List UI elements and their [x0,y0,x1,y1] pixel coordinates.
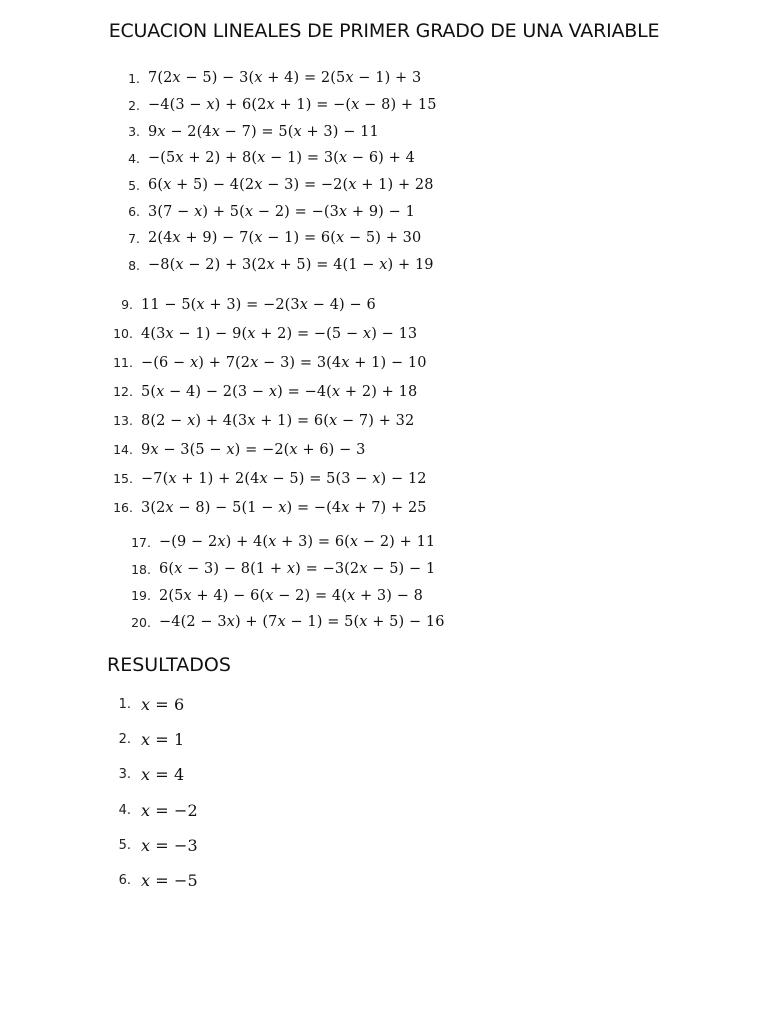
equation-item [100,377,427,406]
equation-item [100,464,427,493]
equation-item-number: 13. [113,413,133,428]
equation-item-expression: −(5x + 2) + 8(x − 1) = 3(x − 6) + 4 [148,150,415,167]
equation-item-number: 11. [113,355,133,370]
equation-item-number: 15. [113,471,133,486]
equation-item-expression: 4(3x − 1) − 9(x + 2) = −(5 − x) − 13 [141,325,418,342]
equation-item [112,145,437,172]
result-item [104,722,198,757]
equation-item-expression: −(6 − x) + 7(2x − 3) = 3(4x + 1) − 10 [141,354,427,371]
equation-item [115,529,445,556]
result-item-expression: x = −3 [141,835,198,855]
result-item-number: 5. [118,837,131,853]
equation-item [112,118,437,145]
result-item-number: 3. [118,767,131,783]
result-item-expression: x = 1 [141,730,185,750]
equation-item [112,198,437,225]
page-title: ECUACION LINEALES DE PRIMER GRADO DE UNA VARIABLE [108,20,660,42]
equation-item-number: 14. [113,442,133,457]
equation-item [112,225,437,252]
equation-item-expression: −(9 − 2x) + 4(x + 3) = 6(x − 2) + 11 [159,534,436,551]
equation-item [115,582,445,609]
result-item [104,793,198,828]
equation-item [112,172,437,199]
equation-item [100,493,427,522]
equation-item-number: 2. [128,97,140,113]
equation-item-number: 18. [131,561,151,577]
equation-item-expression: 5(x − 4) − 2(3 − x) = −4(x + 2) + 18 [141,383,418,400]
equation-item-expression: −8(x − 2) + 3(2x + 5) = 4(1 − x) + 19 [148,257,434,274]
equation-item [100,406,427,435]
result-item-number: 4. [118,802,131,818]
equation-item-number: 20. [131,614,151,630]
equation-item [100,290,427,319]
equation-item [115,556,445,583]
equation-item-number: 9. [121,297,133,312]
equation-item [100,435,427,464]
result-item [104,863,198,898]
equation-item-expression: 2(5x + 4) − 6(x − 2) = 4(x + 3) − 8 [159,587,424,604]
equation-item-number: 1. [128,70,140,86]
equation-item-number: 7. [128,230,140,246]
equation-item-expression: −4(3 − x) + 6(2x + 1) = −(x − 8) + 15 [148,97,437,114]
equation-item-expression: 6(x + 5) − 4(2x − 3) = −2(x + 1) + 28 [148,177,434,194]
result-item [104,687,198,722]
result-item [104,757,198,792]
result-item-number: 6. [118,873,131,889]
equation-item-expression: −4(2 − 3x) + (7x − 1) = 5(x + 5) − 16 [159,614,445,631]
equation-item-number: 3. [128,124,140,140]
equation-item [112,252,437,279]
equation-item [100,319,427,348]
equation-item-expression: 2(4x + 9) − 7(x − 1) = 6(x − 5) + 30 [148,230,422,247]
equation-item [100,348,427,377]
equation-item-expression: 6(x − 3) − 8(1 + x) = −3(2x − 5) − 1 [159,561,436,578]
equation-item-expression: 7(2x − 5) − 3(x + 4) = 2(5x − 1) + 3 [148,70,422,87]
equation-item-number: 19. [131,588,151,604]
equation-item-number: 12. [113,384,133,399]
equation-item-expression: −7(x + 1) + 2(4x − 5) = 5(3 − x) − 12 [141,470,427,487]
equation-item [112,92,437,119]
result-item-expression: x = 6 [141,695,185,715]
equation-item-number: 5. [128,177,140,193]
equation-list-1 [112,65,437,279]
results-list [104,687,198,898]
results-heading: RESULTADOS [107,654,231,676]
result-item-number: 2. [118,732,131,748]
result-item-expression: x = 4 [141,765,185,785]
equation-item-expression: 11 − 5(x + 3) = −2(3x − 4) − 6 [141,296,376,313]
equation-item-expression: 8(2 − x) + 4(3x + 1) = 6(x − 7) + 32 [141,412,415,429]
equation-item-expression: 3(7 − x) + 5(x − 2) = −(3x + 9) − 1 [148,203,415,220]
result-item [104,828,198,863]
equation-item-number: 8. [128,257,140,273]
equation-list-2 [100,290,427,522]
result-item-number: 1. [118,697,131,713]
equation-list-3 [115,529,445,636]
equation-item-expression: 3(2x − 8) − 5(1 − x) = −(4x + 7) + 25 [141,499,427,516]
equation-item-expression: 9x − 2(4x − 7) = 5(x + 3) − 11 [148,123,379,140]
equation-item-number: 16. [113,500,133,515]
equation-item-number: 4. [128,150,140,166]
equation-item-expression: 9x − 3(5 − x) = −2(x + 6) − 3 [141,441,366,458]
equation-item-number: 10. [113,326,133,341]
equation-item-number: 6. [128,204,140,220]
equation-item-number: 17. [131,534,151,550]
result-item-expression: x = −5 [141,871,198,891]
equation-item [112,65,437,92]
equation-item [115,609,445,636]
result-item-expression: x = −2 [141,800,198,820]
